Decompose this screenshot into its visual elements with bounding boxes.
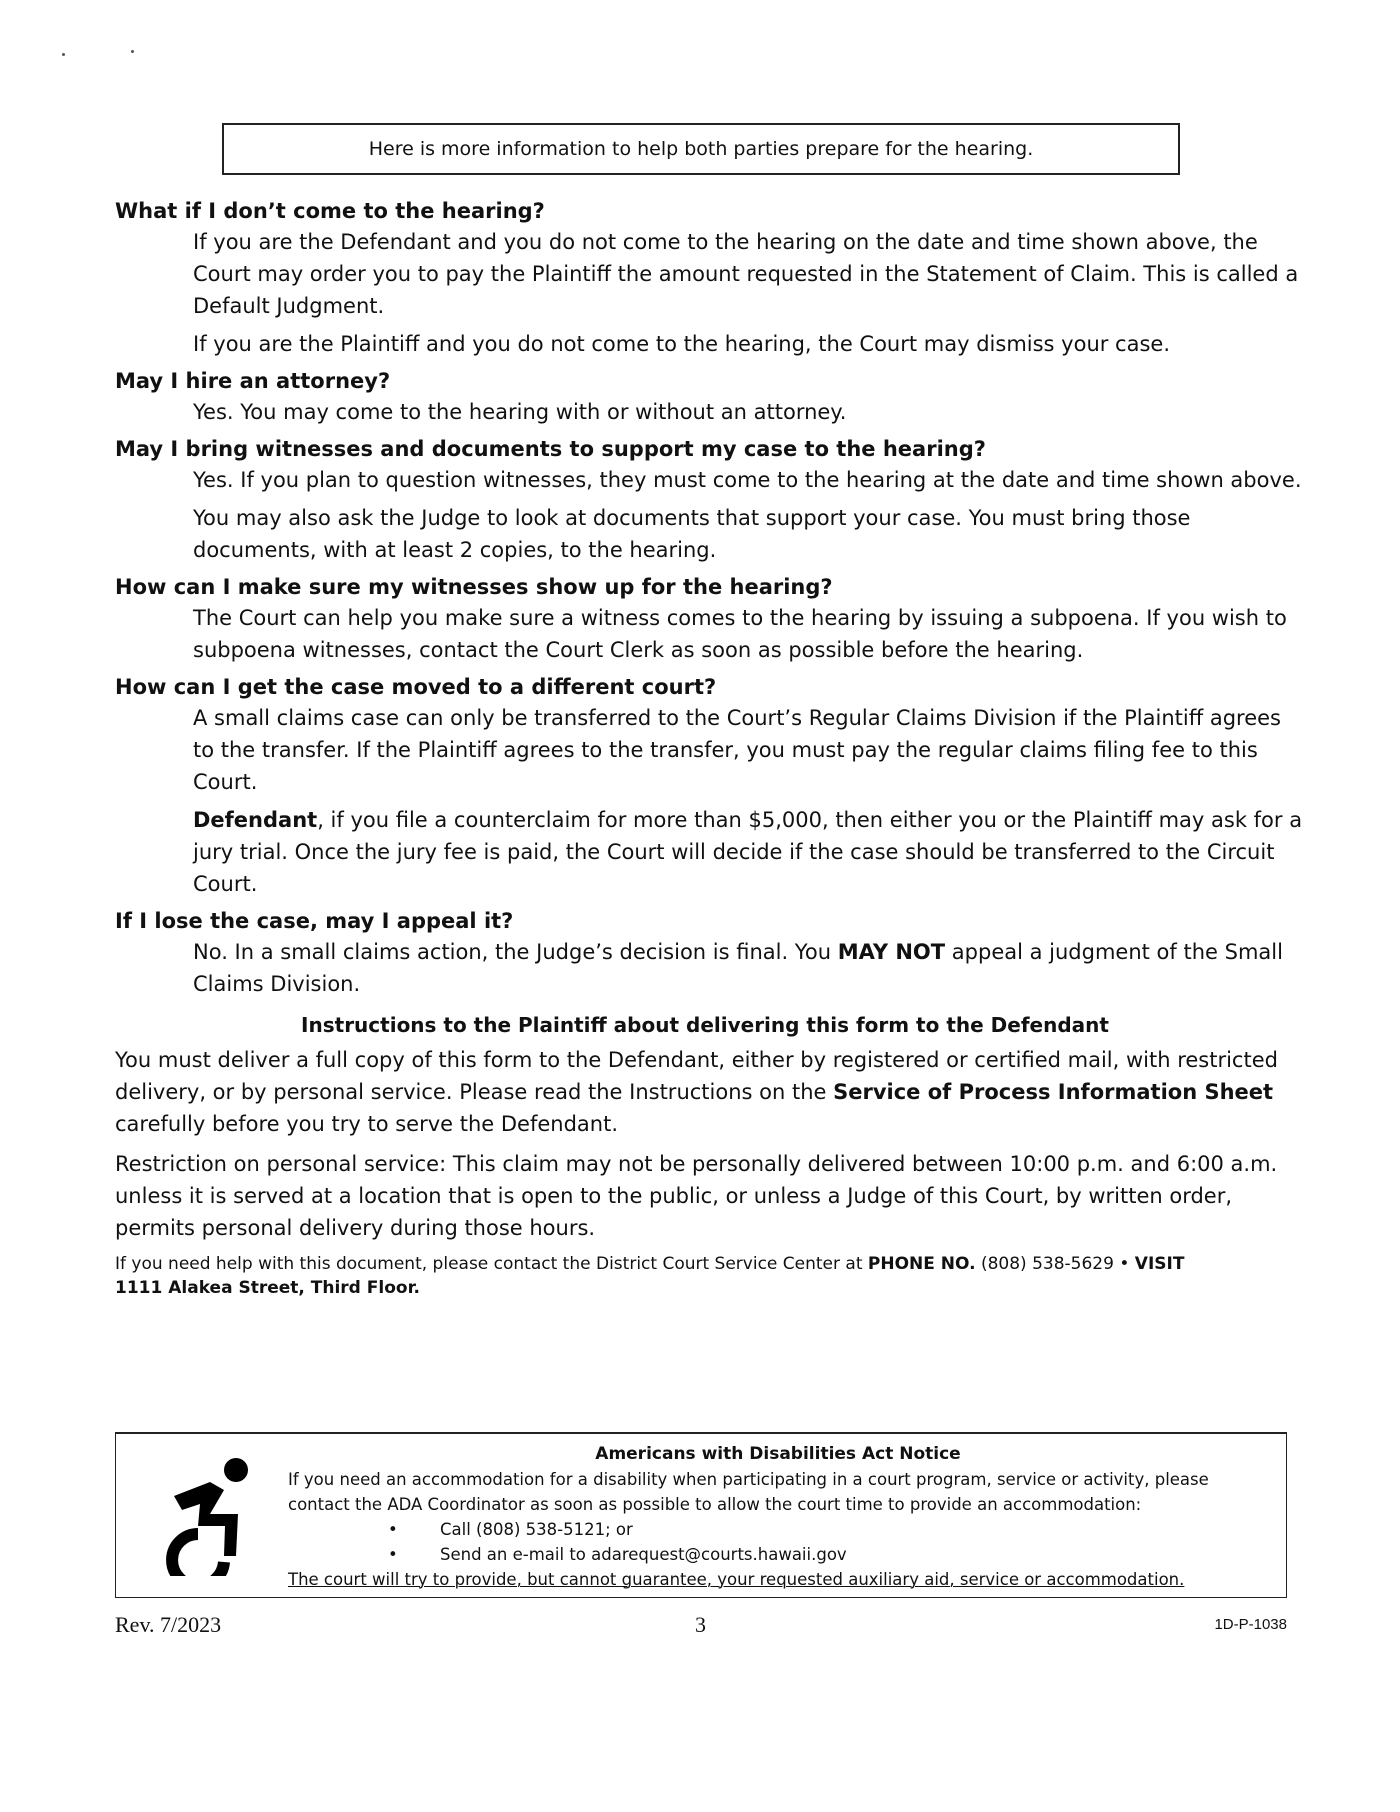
phone-label: PHONE NO.: [867, 1254, 976, 1274]
intro-box: [222, 123, 1180, 175]
ada-title: Americans with Disabilities Act Notice: [595, 1444, 961, 1464]
ada-notice-box: [115, 1432, 1287, 1598]
accessibility-wheelchair-icon: [152, 1456, 262, 1576]
intro-text: Here is more information to help both parties prepare for the hearing.: [368, 138, 1034, 160]
form-number: 1D-P-1038: [1214, 1616, 1287, 1633]
ada-contact-list: [288, 1517, 1268, 1567]
answer-documents: You may also ask the Judge to look at documents that support your case. You must bring those documents, with at least 2 copies, to the hearing.: [193, 506, 1191, 562]
may-not-emphasis: MAY NOT: [837, 940, 946, 964]
faq-content: [115, 196, 1303, 1300]
ada-closing: The court will try to provide, but cannot guarantee, your requested auxiliary aid, service or accommodation.: [288, 1570, 1185, 1589]
instructions-title: Instructions to the Plaintiff about delivering this form to the Defendant: [301, 1013, 1109, 1037]
question-subpoena: How can I make sure my witnesses show up for the hearing?: [115, 575, 833, 599]
answer-appeal: [193, 936, 1303, 1000]
answer-no-show-plaintiff: If you are the Plaintiff and you do not come to the hearing, the Court may dismiss your case.: [193, 332, 1171, 356]
help-contact: [115, 1252, 1295, 1300]
question-attorney: May I hire an attorney?: [115, 369, 391, 393]
ada-phone-item: Call (808) 538-5121; or: [440, 1520, 633, 1539]
scan-speck: [62, 53, 65, 56]
help-text: If you need help with this document, please contact the District Court Service Center at: [115, 1254, 868, 1274]
question-appeal: If I lose the case, may I appeal it?: [115, 909, 514, 933]
answer-attorney: Yes. You may come to the hearing with or without an attorney.: [193, 400, 847, 424]
delivery-text-pre: You must deliver a full copy of this form to the Defendant, either by registered or certified mail, with restricted delivery, or by personal service. Please read the Instructions on the: [115, 1048, 1278, 1104]
service-center-address: 1111 Alakea Street, Third Floor.: [115, 1278, 420, 1298]
ada-notice-text: [288, 1442, 1268, 1592]
appeal-text-pre: No. In a small claims action, the Judge’s decision is final. You: [193, 940, 838, 964]
service-sheet-reference: Service of Process Information Sheet: [833, 1080, 1274, 1104]
bullet-icon: •: [388, 1545, 398, 1564]
appeal-text-post: appeal a judgment of the Small Claims Division.: [193, 940, 1283, 996]
ada-email-item: Send an e-mail to adarequest@courts.hawaii.gov: [440, 1545, 847, 1564]
list-item: [388, 1517, 1268, 1542]
page-footer: [115, 1612, 1287, 1642]
question-witnesses-documents: May I bring witnesses and documents to support my case to the hearing?: [115, 437, 986, 461]
question-transfer: How can I get the case moved to a different court?: [115, 675, 717, 699]
bullet-icon: •: [388, 1520, 398, 1539]
delivery-paragraph: [115, 1044, 1295, 1140]
defendant-label: Defendant: [193, 808, 318, 832]
answer-subpoena: The Court can help you make sure a witness comes to the hearing by issuing a subpoena. If you wish to subpoena witnesses, contact the Court Clerk as soon as possible before the hearing.: [193, 606, 1287, 662]
personal-service-restriction: Restriction on personal service: This claim may not be personally delivered between 10:00 p.m. and 6:00 a.m. unless it is served at a location that is open to the public, or unless a Judge of this Court, by written order, permits personal delivery during those hours.: [115, 1152, 1278, 1240]
page-number: 3: [695, 1612, 706, 1637]
visit-label: VISIT: [1134, 1254, 1185, 1274]
list-item: [388, 1542, 1268, 1567]
answer-counterclaim: [193, 804, 1303, 900]
delivery-text-post: carefully before you try to serve the Defendant.: [115, 1112, 619, 1136]
revision-date: Rev. 7/2023: [115, 1612, 222, 1637]
ada-body: If you need an accommodation for a disability when participating in a court program, service or activity, please contact the ADA Coordinator as soon as possible to allow the court time to provide an accommodation:: [288, 1470, 1209, 1514]
answer-transfer: A small claims case can only be transferred to the Court’s Regular Claims Division if the Plaintiff agrees to the transfer. If the Plaintiff agrees to the transfer, you must pay the regular claims filing fee to this Court.: [193, 706, 1282, 794]
phone-number: (808) 538-5629 •: [975, 1254, 1135, 1274]
scan-speck: [131, 50, 134, 53]
answer-witnesses: Yes. If you plan to question witnesses, they must come to the hearing at the date and time shown above.: [193, 468, 1302, 492]
question-no-show: What if I don’t come to the hearing?: [115, 199, 545, 223]
counterclaim-text: , if you file a counterclaim for more than $5,000, then either you or the Plaintiff may ask for a jury trial. Once the jury fee is paid, the Court will decide if the case should be transferred to the Circuit Court.: [193, 808, 1303, 896]
answer-no-show-defendant: If you are the Defendant and you do not come to the hearing on the date and time shown above, the Court may order you to pay the Plaintiff the amount requested in the Statement of Claim. This is called a Default Judgment.: [193, 230, 1299, 318]
